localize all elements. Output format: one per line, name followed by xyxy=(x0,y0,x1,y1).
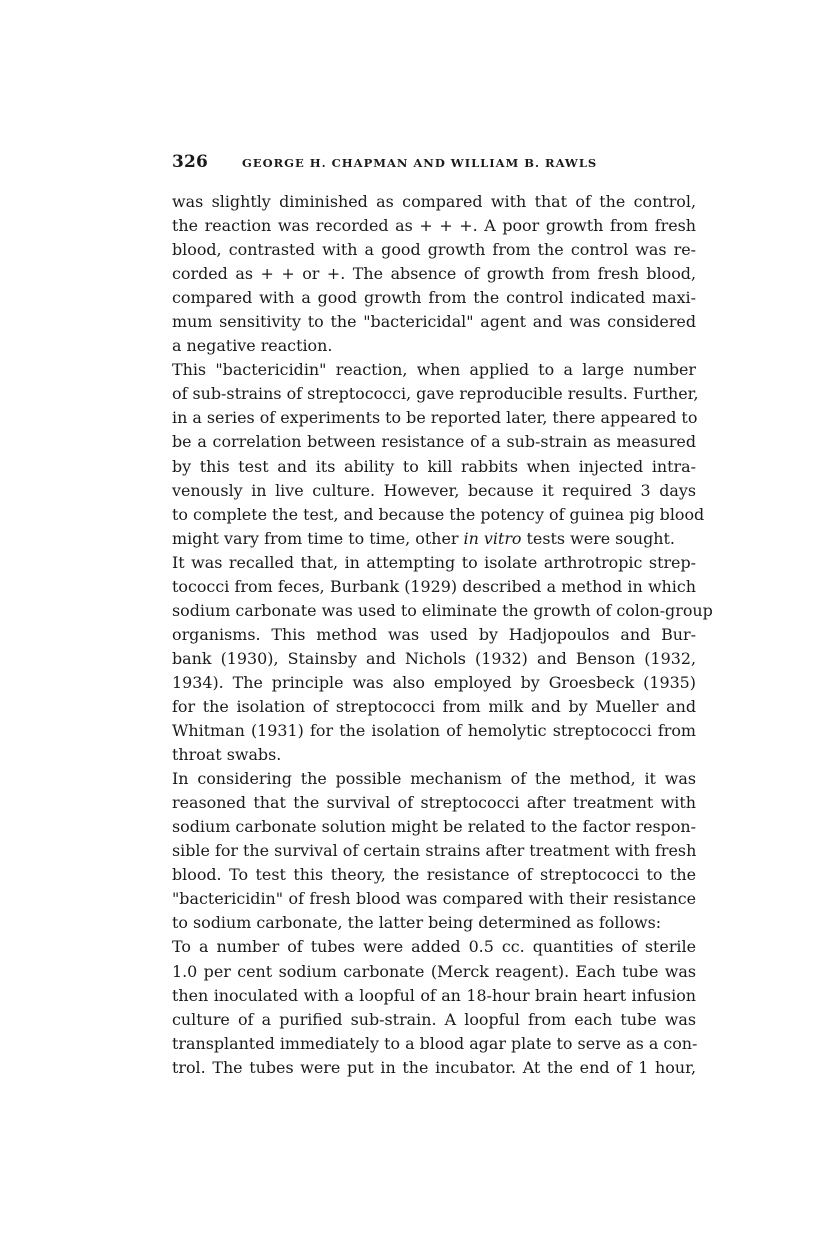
text-line: to sodium carbonate, the latter being determined as follows: xyxy=(172,913,662,933)
page-number: 326 xyxy=(172,152,209,172)
text-line: a negative reaction. xyxy=(172,336,333,356)
text-line: 1.0 per cent sodium carbonate (Merck reagent). Each tube was xyxy=(172,961,696,981)
italic-term: in vitro xyxy=(463,528,522,548)
text-line: mum sensitivity to the "bactericidal" agent and was considered xyxy=(172,312,696,332)
text-line: bank (1930), Stainsby and Nichols (1932) and Benson (1932, xyxy=(172,648,696,668)
text-line: venously in live culture. However, because it required 3 days xyxy=(172,480,696,500)
text-line: be a correlation between resistance of a sub-strain as measured xyxy=(172,432,696,452)
paragraph-4 xyxy=(172,767,696,935)
text-line: To a number of tubes were added 0.5 cc. quantities of sterile xyxy=(172,937,696,957)
paragraph-2 xyxy=(172,358,705,550)
text-line: sodium carbonate solution might be related to the factor respon- xyxy=(172,817,696,837)
text-line: 1934). The principle was also employed by Groesbeck (1935) xyxy=(172,672,696,692)
text-line xyxy=(172,527,696,551)
text-line: sodium carbonate was used to eliminate the growth of colon-group xyxy=(172,600,713,620)
text-line: blood. To test this theory, the resistance of streptococci to the xyxy=(172,865,696,885)
text-line: culture of a purified sub-strain. A loopful from each tube was xyxy=(172,1009,696,1029)
text-line: In considering the possible mechanism of the method, it was xyxy=(172,769,696,789)
body-text xyxy=(172,190,713,1080)
text-line: the reaction was recorded as + + +. A poor growth from fresh xyxy=(172,216,696,236)
text-line: This "bactericidin" reaction, when applied to a large number xyxy=(172,360,696,380)
text-line: in a series of experiments to be reported later, there appeared to xyxy=(172,408,698,428)
paragraph-3 xyxy=(172,551,713,767)
text-run: might vary from time to time, other xyxy=(172,528,464,548)
text-line: reasoned that the survival of streptococci after treatment with xyxy=(172,793,696,813)
running-head xyxy=(172,152,696,182)
text-line: blood, contrasted with a good growth from the control was re- xyxy=(172,240,696,260)
text-line: was slightly diminished as compared with that of the control, xyxy=(172,192,696,211)
text-line: organisms. This method was used by Hadjopoulos and Bur- xyxy=(172,624,696,644)
text-line: by this test and its ability to kill rabbits when injected intra- xyxy=(172,456,696,476)
text-line: tococci from feces, Burbank (1929) described a method in which xyxy=(172,576,696,596)
paragraph-1 xyxy=(172,190,696,358)
text-line: then inoculated with a loopful of an 18-hour brain heart infusion xyxy=(172,985,696,1005)
page xyxy=(172,152,713,1080)
text-line: sible for the survival of certain strains after treatment with fresh xyxy=(172,841,697,861)
text-line: compared with a good growth from the control indicated maxi- xyxy=(172,288,696,308)
text-line: for the isolation of streptococci from milk and by Mueller and xyxy=(172,696,696,716)
text-line: of sub-strains of streptococci, gave reproducible results. Further, xyxy=(172,384,699,404)
text-run: tests were sought. xyxy=(521,528,675,548)
text-line: "bactericidin" of fresh blood was compared with their resistance xyxy=(172,889,696,909)
text-line: transplanted immediately to a blood agar plate to serve as a con- xyxy=(172,1033,698,1053)
text-line: corded as + + or +. The absence of growth from fresh blood, xyxy=(172,264,696,284)
text-line: It was recalled that, in attempting to isolate arthrotropic strep- xyxy=(172,552,696,572)
text-line: to complete the test, and because the potency of guinea pig blood xyxy=(172,504,705,524)
text-line: Whitman (1931) for the isolation of hemolytic streptococci from xyxy=(172,721,696,741)
text-line: trol. The tubes were put in the incubator. At the end of 1 hour, xyxy=(172,1057,696,1077)
text-line: throat swabs. xyxy=(172,745,282,765)
running-head-authors: GEORGE H. CHAPMAN AND WILLIAM B. RAWLS xyxy=(242,156,598,170)
paragraph-5 xyxy=(172,935,696,1079)
